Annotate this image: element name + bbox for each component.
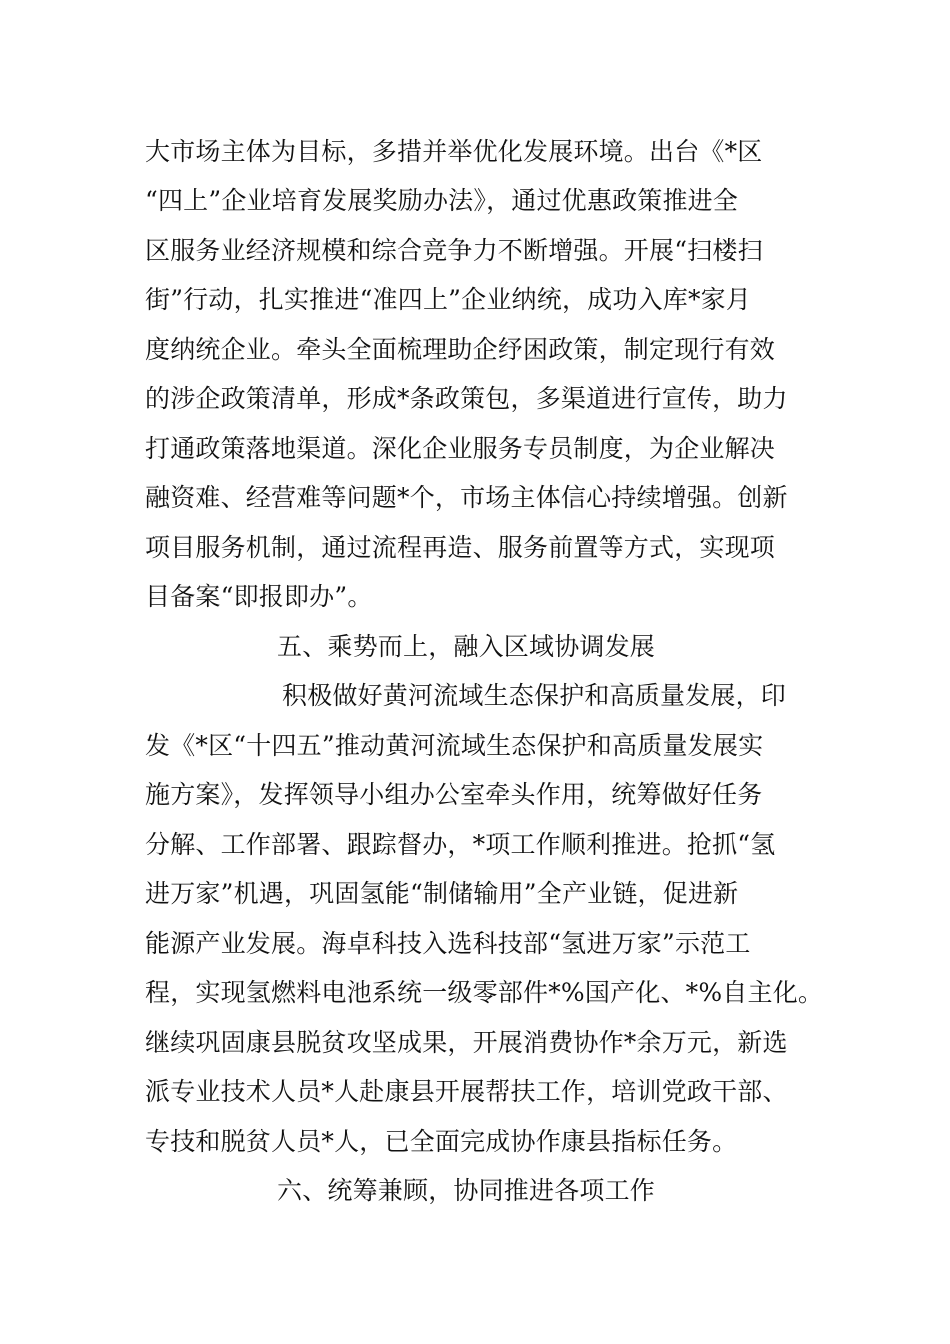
paragraph-line: 融资难、经营难等问题*个，市场主体信心持续增强。创新 <box>145 483 788 512</box>
paragraph-line: 度纳统企业。牵头全面梳理助企纾困政策，制定现行有效 <box>145 335 776 364</box>
paragraph-line: 大市场主体为目标，多措并举优化发展环境。出台《*区 <box>145 137 763 166</box>
paragraph-line: 进万家”机遇，巩固氢能“制储输用”全产业链，促进新 <box>145 879 739 908</box>
paragraph-line: “四上”企业培育发展奖励办法》，通过优惠政策推进全 <box>145 186 739 215</box>
paragraph-line: 发《*区“十四五”推动黄河流域生态保护和高质量发展实 <box>145 731 764 760</box>
paragraph-line: 街”行动，扎实推进“准四上”企业纳统，成功入库*家月 <box>145 285 752 314</box>
paragraph-line: 程，实现氢燃料电池系统一级零部件*%国产化、*%自主化。 <box>145 978 824 1007</box>
section-heading: 六、统筹兼顾，协同推进各项工作 <box>277 1176 656 1205</box>
paragraph-line: 的涉企政策清单，形成*条政策包，多渠道进行宣传，助力 <box>145 384 788 413</box>
paragraph-line: 专技和脱贫人员*人，已全面完成协作康县指标任务。 <box>145 1127 738 1156</box>
paragraph-line: 能源产业发展。海卓科技入选科技部“氢进万家”示范工 <box>145 929 751 958</box>
paragraph-line: 目备案“即报即办”。 <box>145 582 373 611</box>
paragraph-line: 分解、工作部署、跟踪督办，*项工作顺利推进。抢抓“氢 <box>145 830 776 859</box>
paragraph-line: 项目服务机制，通过流程再造、服务前置等方式，实现项 <box>145 533 776 562</box>
paragraph-line: 派专业技术人员*人赴康县开展帮扶工作，培训党政干部、 <box>145 1077 788 1106</box>
paragraph-line: 打通政策落地渠道。深化企业服务专员制度，为企业解决 <box>145 434 776 463</box>
section-heading: 五、乘势而上，融入区域协调发展 <box>277 632 656 661</box>
paragraph-line: 积极做好黄河流域生态保护和高质量发展，印 <box>282 681 787 710</box>
paragraph-line: 区服务业经济规模和综合竞争力不断增强。开展“扫楼扫 <box>145 236 763 265</box>
paragraph-line: 施方案》，发挥领导小组办公室牵头作用，统筹做好任务 <box>145 780 763 809</box>
paragraph-line: 继续巩固康县脱贫攻坚成果，开展消费协作*余万元，新选 <box>145 1028 788 1057</box>
